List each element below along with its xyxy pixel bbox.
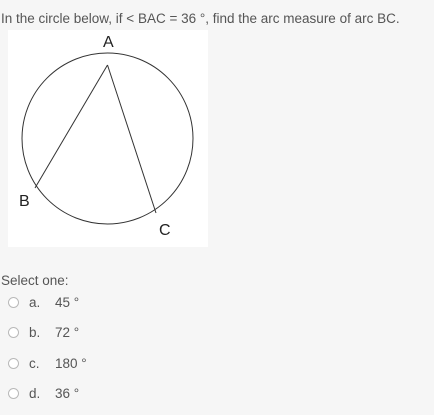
answer-option-a[interactable] [8, 293, 79, 311]
option-letter: a. [29, 294, 41, 310]
option-letter: d. [29, 385, 41, 401]
radio-button[interactable] [8, 327, 19, 338]
answer-option-b[interactable] [8, 323, 79, 341]
option-value: 45 ° [55, 294, 80, 310]
point-label-b: B [19, 193, 30, 210]
chord-ac [108, 65, 157, 213]
chord-ab [35, 65, 108, 188]
circle-diagram [8, 30, 208, 247]
option-value: 72 ° [55, 324, 80, 340]
question-text: In the circle below, if < BAC = 36 °, find the arc measure of arc BC. [1, 11, 400, 26]
option-value: 36 ° [55, 385, 80, 401]
option-letter: c. [29, 355, 40, 371]
circle-figure [8, 30, 208, 247]
radio-button[interactable] [8, 388, 19, 399]
radio-button[interactable] [8, 358, 19, 369]
circle-outline [22, 53, 193, 224]
point-label-c: C [159, 222, 171, 239]
answer-option-d[interactable] [8, 384, 79, 402]
answer-option-c[interactable] [8, 354, 87, 372]
radio-button[interactable] [8, 297, 19, 308]
select-one-label: Select one: [1, 273, 69, 288]
option-letter: b. [29, 324, 41, 340]
point-label-a: A [103, 34, 114, 51]
option-value: 180 ° [55, 355, 87, 371]
